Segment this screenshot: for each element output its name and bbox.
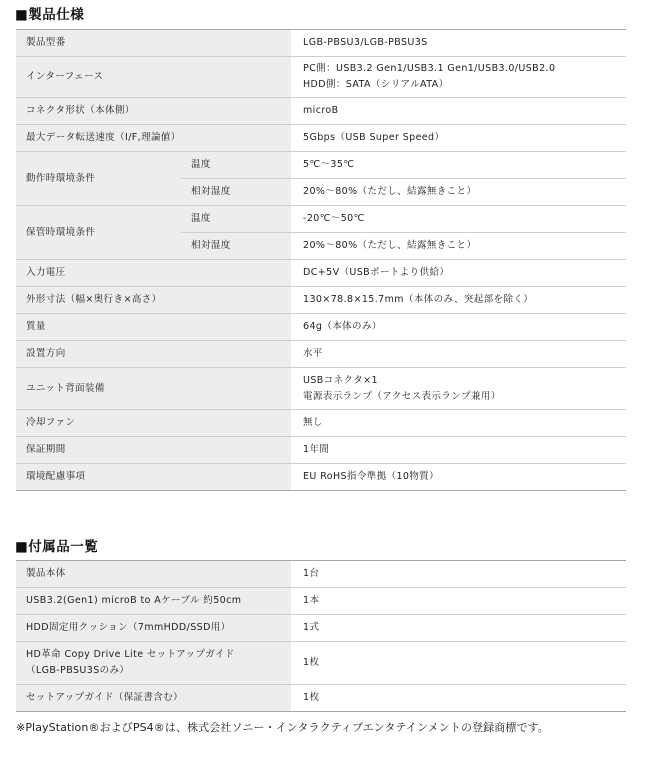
spec-label: 保証期間 <box>16 437 291 464</box>
accessory-label: USB3.2(Gen1) microB to Aケーブル 約50cm <box>16 588 291 615</box>
accessory-value: 1式 <box>291 615 626 642</box>
spec-row <box>16 341 626 368</box>
accessory-row <box>16 642 626 685</box>
accessory-row <box>16 561 626 588</box>
spec-value: 20%～80%（ただし、結露無きこと） <box>291 179 626 206</box>
spec-value: -20℃～50℃ <box>291 206 626 233</box>
spec-row <box>16 98 626 125</box>
spec-sublabel: 相対湿度 <box>181 179 291 206</box>
spec-value: 5℃～35℃ <box>291 152 626 179</box>
spec-label: 入力電圧 <box>16 260 291 287</box>
accessory-value: 1枚 <box>291 685 626 712</box>
spec-row <box>16 368 626 410</box>
accessory-label-line: HD革命 Copy Drive Lite セットアップガイド <box>26 649 235 660</box>
spec-row <box>16 260 626 287</box>
spec-label: 設置方向 <box>16 341 291 368</box>
spec-value: 水平 <box>291 341 626 368</box>
spec-row <box>16 437 626 464</box>
spec-value-line: USBコネクタ×1 <box>303 374 378 386</box>
spec-label: コネクタ形状（本体側） <box>16 98 291 125</box>
spec-sublabel: 相対湿度 <box>181 233 291 260</box>
spec-value: DC+5V（USBポートより供給） <box>291 260 626 287</box>
spec-value <box>291 57 626 98</box>
spec-value-line: HDD側：SATA（シリアルATA） <box>303 79 449 90</box>
spec-row <box>16 125 626 152</box>
accessory-value: 1本 <box>291 588 626 615</box>
spec-row <box>16 30 626 57</box>
spec-sublabel: 温度 <box>181 206 291 233</box>
spec-sublabel: 温度 <box>181 152 291 179</box>
spec-value: microB <box>291 98 626 125</box>
accessory-row <box>16 588 626 615</box>
spec-row <box>16 152 626 179</box>
spec-value: EU RoHS指令準拠（10物質） <box>291 464 626 491</box>
spec-row <box>16 314 626 341</box>
spec-value: LGB-PBSU3/LGB-PBSU3S <box>291 30 626 57</box>
spec-label: 環境配慮事項 <box>16 464 291 491</box>
spec-row <box>16 57 626 98</box>
spec-value: 130×78.8×15.7mm（本体のみ、突起部を除く） <box>291 287 626 314</box>
spec-label: インターフェース <box>16 57 291 98</box>
accessory-row <box>16 685 626 712</box>
accessory-label <box>16 642 291 685</box>
spec-label: 質量 <box>16 314 291 341</box>
accessory-row <box>16 615 626 642</box>
spec-label: 冷却ファン <box>16 410 291 437</box>
spec-label: 動作時環境条件 <box>16 152 181 206</box>
spec-value: 20%～80%（ただし、結露無きこと） <box>291 233 626 260</box>
accessory-label: 製品本体 <box>16 561 291 588</box>
spec-row <box>16 410 626 437</box>
spec-label: 保管時環境条件 <box>16 206 181 260</box>
spec-table <box>16 29 626 491</box>
spec-section-title: ■製品仕様 <box>15 7 85 23</box>
spec-row <box>16 206 626 233</box>
accessory-label: セットアップガイド（保証書含む） <box>16 685 291 712</box>
spec-value-line: 電源表示ランプ（アクセス表示ランプ兼用） <box>303 390 501 402</box>
spec-label: ユニット背面装備 <box>16 368 291 410</box>
accessory-value: 1枚 <box>291 642 626 685</box>
spec-row <box>16 287 626 314</box>
trademark-footnote: ※PlayStation®およびPS4®は、株式会社ソニー・インタラクティブエンタテインメントの登録商標です。 <box>16 721 549 734</box>
accessory-label-line: （LGB-PBSU3Sのみ） <box>26 665 130 676</box>
accessory-label: HDD固定用クッション（7mmHDD/SSD用） <box>16 615 291 642</box>
spec-value: 5Gbps（USB Super Speed） <box>291 125 626 152</box>
spec-value: 1年間 <box>291 437 626 464</box>
spec-value: 64g（本体のみ） <box>291 314 626 341</box>
spec-value <box>291 368 626 410</box>
spec-value-line: PC側：USB3.2 Gen1/USB3.1 Gen1/USB3.0/USB2.0 <box>303 63 556 74</box>
spec-label: 外形寸法（幅×奥行き×高さ） <box>16 287 291 314</box>
spec-label: 最大データ転送速度（I/F,理論値） <box>16 125 291 152</box>
spec-value: 無し <box>291 410 626 437</box>
accessory-value: 1台 <box>291 561 626 588</box>
spec-label: 製品型番 <box>16 30 291 57</box>
accessories-section-title: ■付属品一覧 <box>15 539 99 555</box>
accessories-table <box>16 560 626 712</box>
spec-row <box>16 464 626 491</box>
